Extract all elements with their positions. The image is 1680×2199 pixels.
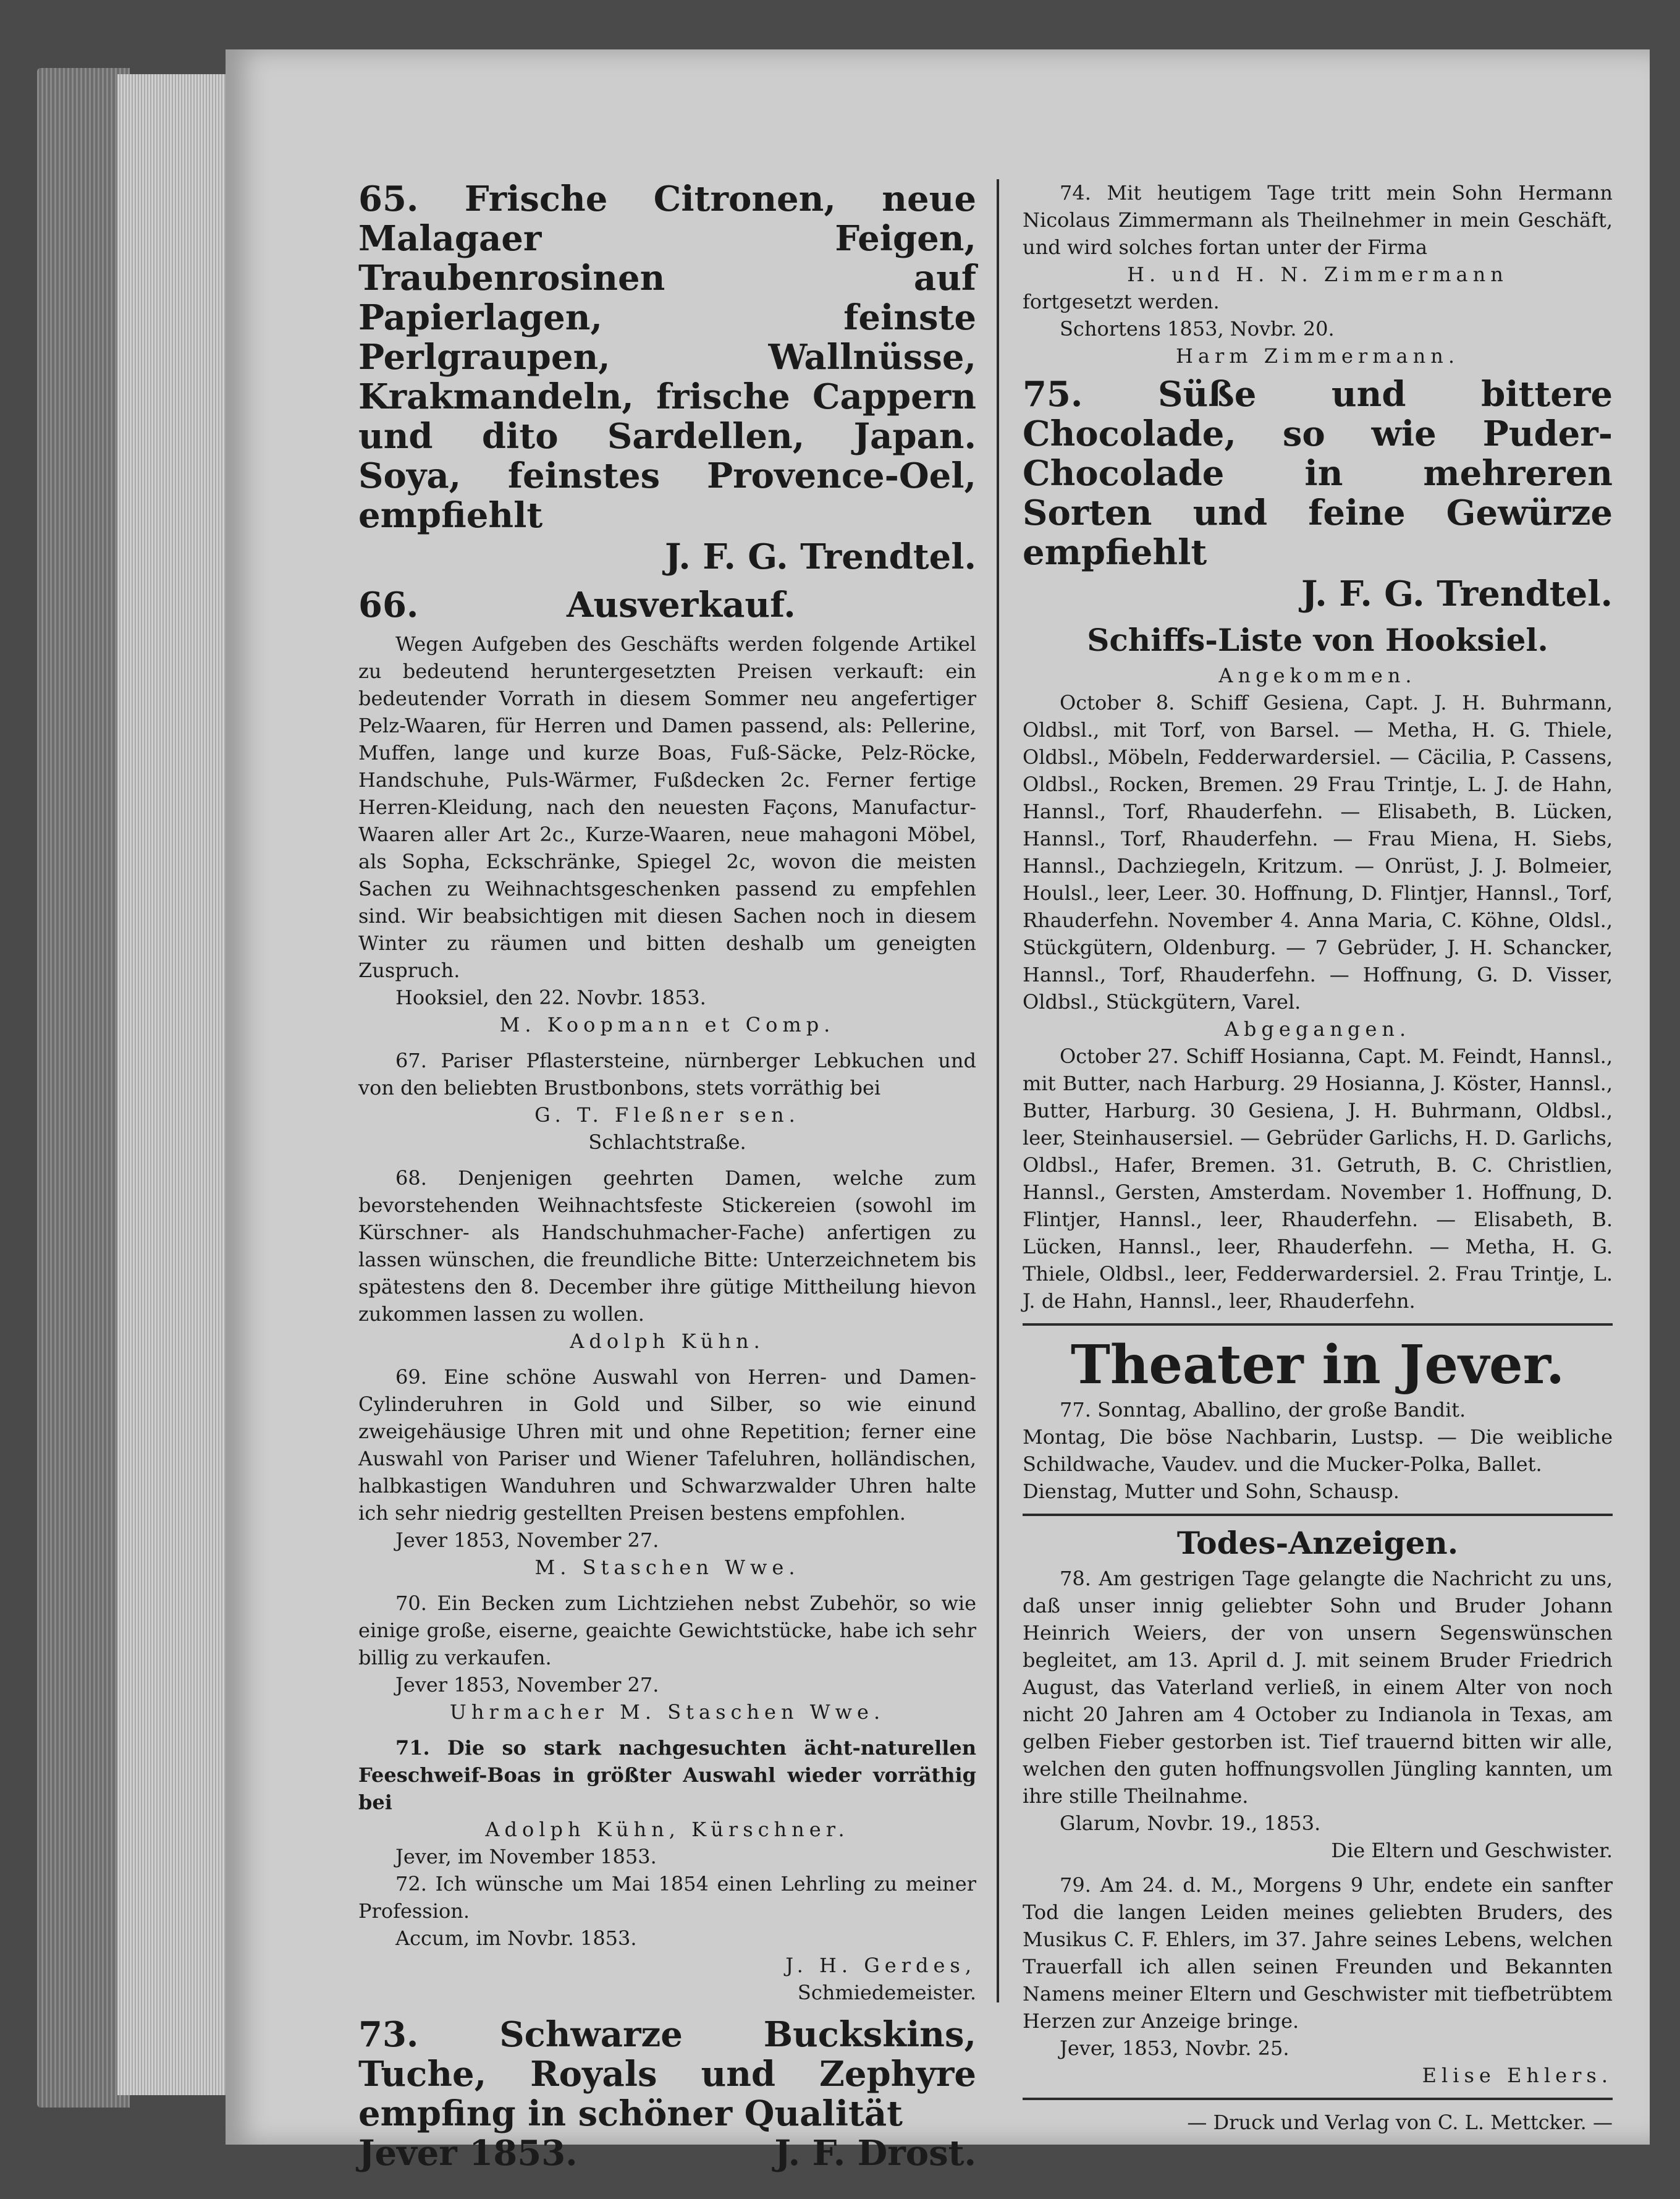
ad-73-text: 73. Schwarze Buckskins, Tuche, Royals und Zephyre empfing in schöner Qualität xyxy=(358,2014,976,2134)
ad-72-signature-title: Schmiedemeister. xyxy=(797,1981,976,2004)
ad-66-number: 66. xyxy=(358,585,419,625)
ad-66-place: Hooksiel, den 22. Novbr. 1853. xyxy=(395,986,706,1009)
left-column xyxy=(358,179,976,2173)
ad-69-place: Jever 1853, November 27. xyxy=(395,1528,659,1552)
ad-70-text: 70. Ein Becken zum Lichtziehen nebst Zubehör, so wie einige große, eiserne, geaichte Gewichtstücke, habe ich sehr billig zu verkaufen. xyxy=(358,1591,976,1669)
ad-74-place: Schortens 1853, Novbr. 20. xyxy=(1060,317,1335,341)
death-78-signature: Die Eltern und Geschwister. xyxy=(1331,1839,1613,1862)
ad-70-place: Jever 1853, November 27. xyxy=(395,1673,659,1697)
section-divider xyxy=(1023,1323,1613,1326)
ad-71-signature: Adolph Kühn, Kürschner. xyxy=(485,1818,850,1841)
ad-66-signature: M. Koopmann et Comp. xyxy=(499,1013,835,1036)
ship-arrived-heading: Angekommen. xyxy=(1218,664,1417,687)
ad-74-text: 74. Mit heutigem Tage tritt mein Sohn Hermann Nicolaus Zimmermann als Theilnehmer in mein Geschäft, und wird solches fortan unter der Firma xyxy=(1023,181,1613,259)
ad-71-place: Jever, im November 1853. xyxy=(395,1845,657,1868)
ad-73-place: Jever 1853. xyxy=(358,2133,578,2174)
ad-73-footer xyxy=(358,2133,976,2173)
theater-title: Theater in Jever. xyxy=(1070,1334,1565,1396)
section-divider xyxy=(1023,1514,1613,1516)
ad-72-text: 72. Ich wünsche um Mai 1854 einen Lehrling zu meiner Profession. xyxy=(358,1872,976,1923)
ad-67-street: Schlachtstraße. xyxy=(588,1130,746,1154)
ad-68-text: 68. Denjenigen geehrten Damen, welche zum bevorstehenden Weihnachtsfeste Stickereien (sowohl im Kürschner- als Handschuhmacher-Fache) anfertigen zu lassen wünschen, die freundliche Bitte: Unterzeichnetem bis spätestens den 8. December ihre gütige Mittheilung hievon zukommen lassen zu wollen. xyxy=(358,1166,976,1326)
ad-68-signature: Adolph Kühn. xyxy=(570,1329,765,1353)
ad-67-signature: G. T. Fleßner sen. xyxy=(534,1103,800,1127)
printer-footer: — Druck und Verlag von C. L. Mettcker. — xyxy=(1187,2111,1613,2134)
ship-arrived-text: October 8. Schiff Gesiena, Capt. J. H. Buhrmann, Oldbsl., mit Torf, von Barsel. — Metha, H. G. Thiele, Oldbsl., Möbeln, Fedderwardersiel. — Cäcilia, P. Cassens, Oldbsl., Rocken, Bremen. 29 Frau Trintje, L. J. de Hahn, Hannsl., Torf, Rhauderfehn. — Elisabeth, B. Lücken, Hannsl., Torf, Rhauderfehn. — Frau Miena, H. Siebs, Hannsl., Dachziegeln, Kritzum. — Onrüst, J. J. Bolmeier, Houlsl., leer, Leer. 30. Hoffnung, D. Flintjer, Hannsl., Torf, Rhauderfehn. November 4. Anna Maria, C. Köhne, Oldsl., Stückgütern, Oldenburg. — 7 Gebrüder, J. H. Schancker, Hannsl., Torf, Rhauderfehn. — Hoffnung, G. D. Visser, Oldbsl., Stückgütern, Varel. xyxy=(1023,691,1613,1014)
newspaper-page xyxy=(226,49,1650,2174)
death-79-signature: Elise Ehlers. xyxy=(1422,2064,1613,2087)
ad-70-signature: Uhrmacher M. Staschen Wwe. xyxy=(449,1700,885,1724)
ad-74-signature: Harm Zimmermann. xyxy=(1176,344,1459,368)
ad-72-signature: J. H. Gerdes, xyxy=(785,1954,976,1977)
ad-65-signature: J. F. G. Trendtel. xyxy=(665,536,976,577)
ad-74-continuation: fortgesetzt werden. xyxy=(1023,290,1220,313)
ad-67-text: 67. Pariser Pflastersteine, nürnberger Lebkuchen und von den beliebten Brustbonbons, stets vorräthig bei xyxy=(358,1049,976,1100)
column-rule xyxy=(997,179,999,2002)
ad-66-header xyxy=(358,585,976,625)
book-cover xyxy=(37,68,130,2108)
death-79-text: 79. Am 24. d. M., Morgens 9 Uhr, endete ein sanfter Tod die langen Leiden meines geliebten Bruders, des Musikus C. F. Ehlers, im 37. Jahre seines Lebens, welchen Trauerfall ich allen seinen Freunden und Bekannten Namens meiner Eltern und Geschwister mit tiefbetrübtem Herzen zur Anzeige bringe. xyxy=(1023,1873,1613,2033)
right-column xyxy=(1023,179,1613,2136)
deaths-title: Todes-Anzeigen. xyxy=(1176,1525,1459,1561)
death-78-place: Glarum, Novbr. 19., 1853. xyxy=(1060,1811,1321,1835)
ad-66-title: Ausverkauf. xyxy=(566,585,796,625)
ad-75-text: 75. Süße und bittere Chocolade, so wie Puder-Chocolade in mehreren Sorten und feine Gewürze empfiehlt xyxy=(1023,374,1613,573)
ad-75-signature: J. F. G. Trendtel. xyxy=(1301,574,1613,614)
page-edges xyxy=(117,74,241,2095)
ship-departed-text: October 27. Schiff Hosianna, Capt. M. Feindt, Hannsl., mit Butter, nach Harburg. 29 Hosianna, J. Köster, Hannsl., Butter, Harburg. 30 Gesiena, J. H. Buhrmann, Oldbsl., leer, Steinhausersiel. — Gebrüder Garlichs, H. D. Garlichs, Oldbsl., Hafer, Bremen. 31. Getruth, B. C. Christlien, Hannsl., Gersten, Amsterdam. November 1. Hoffnung, D. Flintjer, Hannsl., leer, Rhauderfehn. — Elisabeth, B. Lücken, Hannsl., leer, Rhauderfehn. — Metha, H. G. Thiele, Oldbsl., leer, Fedderwardersiel. 2. Frau Trintje, L. J. de Hahn, Hannsl., leer, Rhauderfehn. xyxy=(1023,1044,1613,1313)
footer-divider xyxy=(1023,2098,1613,2100)
theater-line-1: 77. Sonntag, Aballino, der große Bandit. xyxy=(1060,1398,1466,1422)
ad-66-text: Wegen Aufgeben des Geschäfts werden folgende Artikel zu bedeutend heruntergesetzten Preisen verkauft: ein bedeutender Vorrath in diesem Sommer neu angefertiger Pelz-Waaren, für Herren und Damen passend, als: Pellerine, Muffen, lange und kurze Boas, Fuß-Säcke, Pelz-Röcke, Handschuhe, Puls-Wärmer, Fußdecken 2c. Ferner fertige Herren-Kleidung, nach den neuesten Façons, Manufactur-Waaren aller Art 2c., Kurze-Waaren, neue mahagoni Möbel, als Sopha, Eckschränke, Spiegel 2c, wovon die meisten Sachen zu Weihnachtsgeschenken passend zu empfehlen sind. Wir beabsichtigen mit diesen Sachen noch in diesem Winter zu räumen und bitten deshalb um geneigten Zuspruch. xyxy=(358,632,976,982)
ad-69-signature: M. Staschen Wwe. xyxy=(534,1556,800,1579)
ad-74-firm: H. und H. N. Zimmermann xyxy=(1127,263,1508,286)
ship-departed-heading: Abgegangen. xyxy=(1224,1017,1411,1041)
theater-line-2: Montag, Die böse Nachbarin, Lustsp. — Die weibliche Schildwache, Vaudev. und die Mucker-Polka, Ballet. xyxy=(1023,1425,1613,1476)
death-79-place: Jever, 1853, Novbr. 25. xyxy=(1060,2036,1290,2060)
ad-71-text: 71. Die so stark nachgesuchten ächt-naturellen Feeschweif-Boas in größter Auswahl wieder vorräthig bei xyxy=(358,1736,976,1814)
theater-line-3: Dienstag, Mutter und Sohn, Schausp. xyxy=(1023,1480,1399,1503)
ship-list-title: Schiffs-Liste von Hooksiel. xyxy=(1087,622,1548,658)
ad-69-text: 69. Eine schöne Auswahl von Herren- und Damen-Cylinderuhren in Gold und Silber, so wie einund zweigehäusige Uhren mit und ohne Repetition; ferner eine Auswahl von Pariser und Wiener Tafeluhren, holländischen, halbkastigen Wanduhren und Schwarzwalder Uhren halte ich sehr niedrig gestellten Preisen bestens empfohlen. xyxy=(358,1365,976,1525)
ad-73-signature: J. F. Drost. xyxy=(774,2133,976,2174)
death-78-text: 78. Am gestrigen Tage gelangte die Nachricht zu uns, daß unser innig geliebter Sohn und Bruder Johann Heinrich Weiers, der von unsern Segenswünschen begleitet, am 13. April d. J. mit seinem Bruder Friedrich August, das Vaterland verließ, in einem Alter von noch nicht 20 Jahren am 4 October zu Indianola in Texas, am gelben Fieber gestorben ist. Tief trauernd bitten wir alle, welchen den guten hoffnungsvollen Jüngling kannten, um ihre stille Theilnahme. xyxy=(1023,1567,1613,1808)
ad-72-place: Accum, im Novbr. 1853. xyxy=(395,1926,637,1950)
ad-65-text: 65. Frische Citronen, neue Malagaer Feigen, Traubenrosinen auf Papierlagen, feinste Perlgraupen, Wallnüsse, Krakmandeln, frische Cappern und dito Sardellen, Japan. Soya, feinstes Provence-Oel, empfiehlt xyxy=(358,179,976,536)
